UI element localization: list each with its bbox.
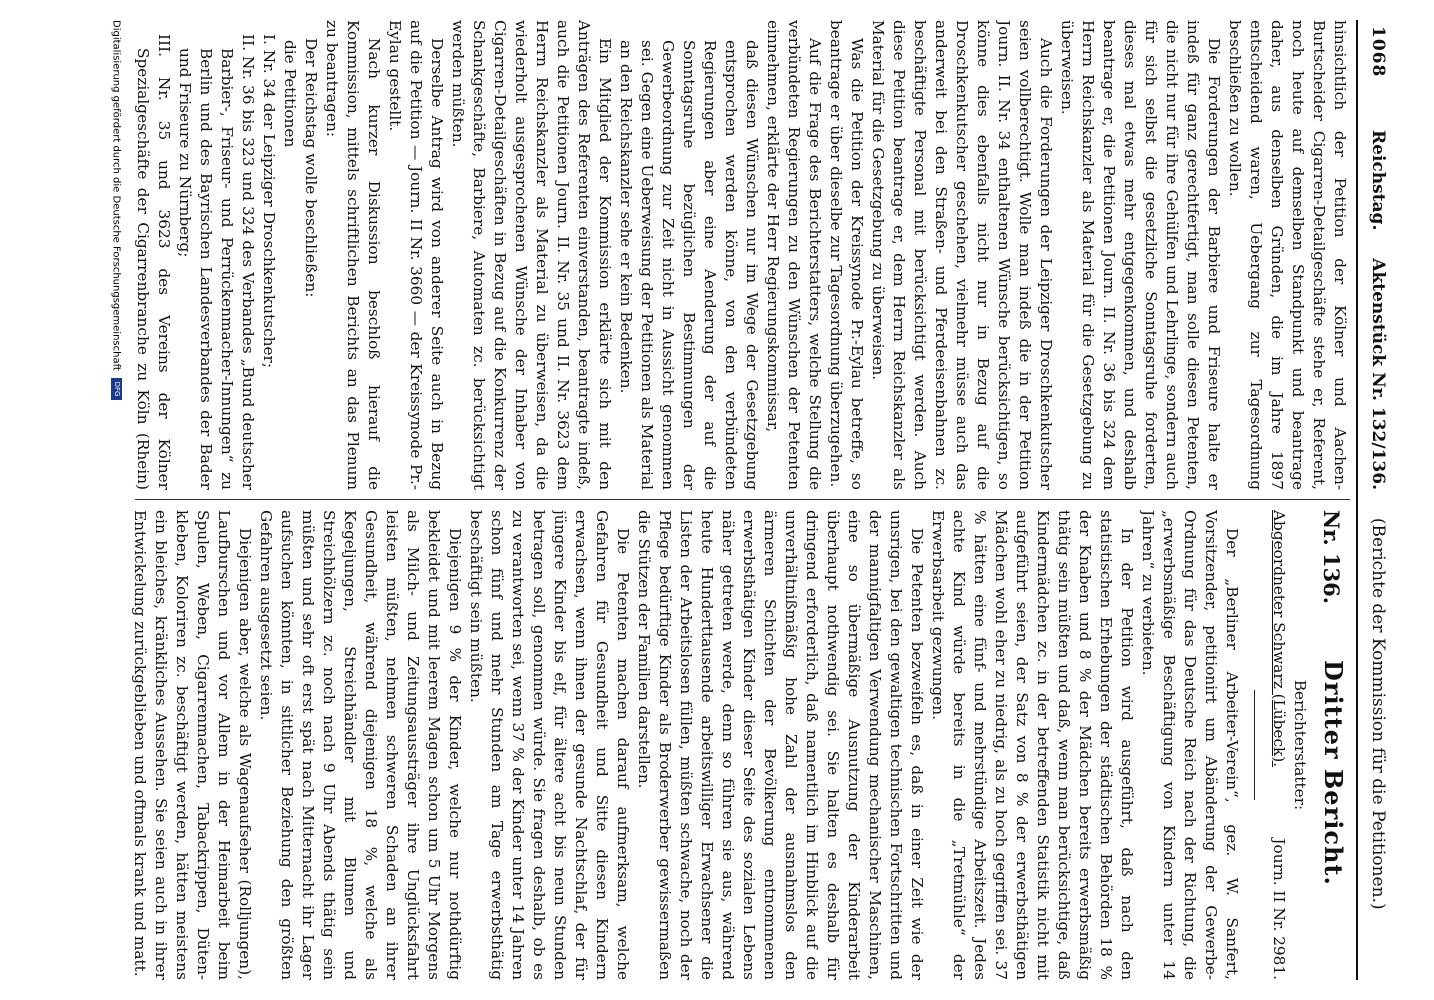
paragraph-quote: daß diesen Wünschen nur im Wege der Gesetzgebung entsprochen werden könne, von den verbündeten Regierungen aber eine Aenderung der auf die Sonntagsruhe bezüglichen Bestimmungen der Gewerbeordnung zur Zeit nicht in Aussicht genommen sei. Gegen eine Ueberweisung der Petitionen als Material an den Reichskanzler sehe er kein Bedenken. <box>617 40 761 490</box>
paragraph: Ein Mitglied der Kommission erklärte sich mit den Anträgen des Referenten einverstanden, beantragte indeß, auch die Petitionen Journ. II. Nr. 35 und II. Nr. 3623 dem Herrn Reichskanzler als Material zu überweisen, da die wiederholt ausgesprochenen Wünsche der Inhaber von Cigarren-Detailgeschäften in Bezug auf die Konkurrenz der Schankgeschäfte, Barbiere, Automaten zc. berücksichtigt werden müßten. <box>449 20 614 490</box>
resolution-lead: die Petitionen <box>281 40 299 148</box>
rotated-document-page <box>110 20 1400 980</box>
header-run <box>1368 130 1388 932</box>
report-heading <box>1310 510 1350 980</box>
paragraph: Der „Berliner Arbeiter-Verein“, gez. W. Sanfert, Vorsitzender, petitionirt um Abänderung der Gewerbe-Ordnung für das Deutsche Reich nach der Richtung, die „erwerbsmäßige Beschäftigung von Kindern unter 14 Jahren“ zu verbieten. <box>1139 510 1241 980</box>
paragraph: Auch die Forderungen der Leipziger Droschkenkutscher seien vollberechtigt. Wolle man indeß die in der Petition Journ. II. Nr. 34 enthaltenen Wünsche berücksichtigen, so könne dies ebenfalls nicht nur in Bezug auf die Droschkenkutscher geschehen, vielmehr müsse auch das anderweit bei den Straßen- und Pferdeeisenbahnen zc. beschäftigte Personal mit berücksichtigt werden. Auch diese Petition beantrage er, dem Herrn Reichskanzler als Material für die Gesetzgebung zu überweisen. <box>869 20 1055 490</box>
resolution-item: I. Nr. 34 der Leipziger Droschkenkutscher; <box>260 34 278 369</box>
paragraph: Die Petenten machen darauf aufmerksam, welche Gefahren für Gesundheit und Sitte diesen Kindern erwachsen, wenn ihnen der gesunde Nachtschlaf, der für jüngere Kinder bis elf, für ältere acht bis neun Stunden betragen soll, genommen würde. Sie fragen deshalb, ob es zu verantworten sei, wenn 37 % der Kinder unter 14 Jahren schon fünf und mehr Stunden am Tage erwerbsthätig beschäftigt sein müßten. <box>467 510 632 980</box>
digitization-text: Digitalisierung gefördert durch die Deutsche Forschungsgemeinschaft <box>110 20 122 371</box>
resolution-item: II. Nr. 36 bis 323 und 324 des Verbandes „Bund deutscher Barbier-, Friseur- und Perrückenmacher-Innungen“ zu Berlin und des Bayrischen Landesverbandes der Bader und Friseure zu Nürnberg; <box>176 34 257 490</box>
page-number: 1068 <box>1368 26 1388 78</box>
paragraph: hinsichtlich der Petition der Kölner und Aachen-Burtscheider Cigarren-Detailgeschäfte stehe er, Referent, noch heute auf demselben Standpunkt und beantrage daher, aus denselben Gründen, die im Jahre 1897 entscheidend waren, Uebergang zur Tagesordnung beschließen zu wollen. <box>1226 20 1349 490</box>
paragraph: Auf die Frage des Berichterstatters, welche Stellung die verbündeten Regierungen zu den Wünschen der Petenten einnehmen, erklärte der Herr Regierungskommissar, <box>764 20 824 490</box>
journal-reference: Journ. II Nr. 2981. <box>1270 838 1288 980</box>
paragraph: Was die Petition der Kreissynode Pr.-Eylau betreffe, so beantrage er über dieselbe zur Tagesordnung überzugehen. <box>827 20 866 490</box>
digitization-note <box>108 20 122 980</box>
header-document: Aktenstück Nr. 132/136. <box>1368 258 1388 490</box>
header-subtitle: (Berichte der Kommission für die Petitionen.) <box>1368 517 1388 910</box>
section-rule <box>1254 690 1255 800</box>
reporter-name: Abgeordneter Schwarz (Lübeck). <box>1270 510 1288 768</box>
header-publication: Reichstag. <box>1368 130 1388 231</box>
report-title: Dritter Bericht. <box>1319 660 1348 886</box>
resolution-item: III. Nr. 35 und 3623 des Vereins der Kölner Spezialgeschäfte der Cigarrenbranche zu Köln (Rhein) <box>134 34 173 490</box>
running-header <box>1360 20 1390 980</box>
left-column <box>130 20 1350 490</box>
resolution-block <box>130 20 321 490</box>
paragraph: Die Forderungen der Barbiere und Friseure halte er indeß für ganz gerechtfertigt, man solle diesen Petenten, die nicht nur für ihre Gehülfen und Lehrlinge, sondern auch für sich selbst die gesetzliche Sonntagsruhe forderten, dieses mal etwas mehr entgegenkommen, und deshalb beantrage er, die Petitionen Journ. II. Nr. 36 bis 324 dem Herrn Reichskanzler als Material für die Gesetzgebung zu überweisen. <box>1058 20 1223 490</box>
paragraph: Die Petenten bezweifeln es, daß in einer Zeit wie der unsrigen, bei den gewaltigen technischen Fortschritten und der mannigfaltigen Verwendung mechanischer Maschinen, eine so übermäßige Ausnutzung der Kinderarbeit überhaupt nothwendig sei. Sie halten es deshalb für dringend erforderlich, daß namentlich im Hinblick auf die unverhältnißmäßig hohe Zahl der ausnahmslos den ärmeren Schichten der Bevölkerung entnommenen erwerbsthätigen Kinder dieser Seite des sozialen Lebens näher getreten werde, denn so führen sie aus, während heute Hunderttausende arbeitswilliger Erwachsener die Listen der Arbeitslosen füllen, müßten schwache, noch der Pflege bedürftige Kinder als Broderwerber gewissermaßen die Stützen der Familien darstellen. <box>635 510 926 980</box>
reporter-label: Berichterstatter: <box>1291 679 1309 811</box>
resolution-intro: Der Reichstag wolle beschließen: <box>302 38 320 298</box>
paragraph: Derselbe Antrag wird von anderer Seite auch in Bezug auf die Petition — Journ. II Nr. 3660 — der Kreissynode Pr.-Eylau gestellt. <box>386 20 446 490</box>
paragraph: In der Petition wird ausgeführt, daß nach den statistischen Erhebungen der städtischen Behörden 18 % der Knaben und 8 % der Mädchen bereits erwerbsmäßig thätig sein müßten und daß, wenn man berücksichtige, daß Kindermädchen zc. in der betreffenden Statistik nicht mit aufgeführt seien, der Satz von 8 % der erwerbsthätigen Mädchen wohl eher zu niedrig, als zu hoch gegriffen sei. 37 % hätten eine fünf- und mehrstündige Arbeitszeit. Jedes achte Kind würde bereits in die „Tretmühle“ der Erwerbsarbeit gezwungen. <box>929 510 1136 980</box>
paragraph: Diejenigen 9 % der Kinder, welche nur nothdürftig bekleidet und mit leerem Magen schon um 5 Uhr Morgens als Milch- und Zeitungsaussträger ihre Unglücksfahrt leisten müßten, nehmen schweren Schaden an ihrer Gesundheit, während diejenigen 18 %, welche als Kegeljungen, Streichhändler mit Blumen und Streichhölzern zc. noch nach 9 Uhr Abends thätig sein müßten und sehr oft erst spät nach Mitternacht ihr Lager aufsuchen könnten, in sittlicher Beziehung den größten Gefahren ausgesetzt seien. <box>257 510 464 980</box>
reporter-line <box>1267 510 1289 980</box>
paragraph: Nach kurzer Diskussion beschloß hierauf die Kommission, mittels schriftlichen Berichts an das Plenum zu beantragen: <box>323 20 383 490</box>
paragraph: Diejenigen aber, welche als Wagenaufseher (Rolljungen), Laufburschen und vor Allem in der Heimarbeit beim Spulen, Weben, Cigarrenmachen, Tabackrippen, Düten-kleben, Koloriren zc. beschäftigt werden, hätten meistens ein bleiches, kränkliches Aussehen. Sie seien auch in ihrer Entwickelung zurückgeblieben und oftmals krank und matt. <box>131 510 254 980</box>
header-rule <box>1356 20 1358 980</box>
right-column <box>130 510 1350 980</box>
report-number: Nr. 136. <box>1319 510 1344 605</box>
column-divider <box>135 499 1350 500</box>
dfg-logo-icon: DFG <box>111 378 122 400</box>
